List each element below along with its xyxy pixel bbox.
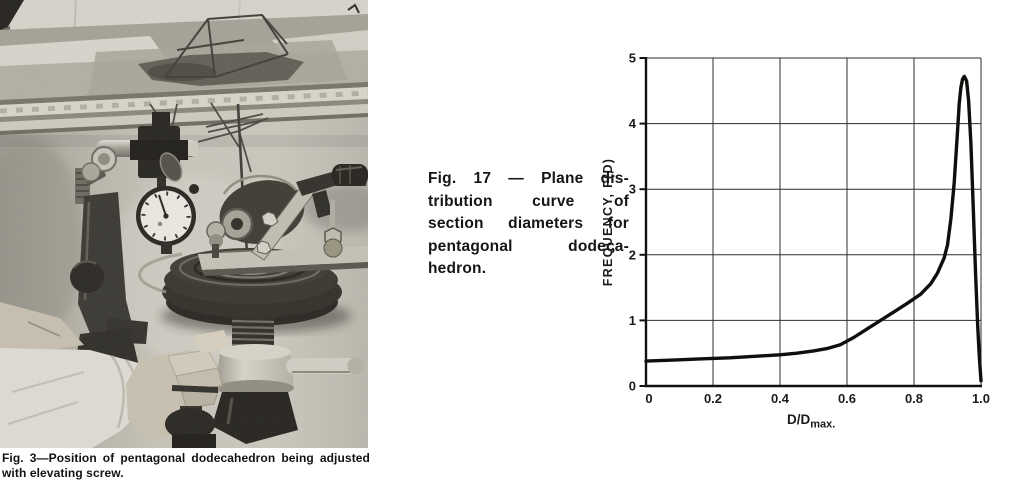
x-tick-label: 0.8 xyxy=(904,391,924,406)
y-tick-label: 0 xyxy=(628,378,636,394)
frequency-curve xyxy=(646,76,981,380)
x-tick-label: 0.4 xyxy=(770,391,790,406)
caption-line: Fig. 3—Position of pentagonal dodecahedron being adjusted xyxy=(2,451,370,465)
caption-line: tribution curve of xyxy=(428,192,629,210)
caption-line: hedron. xyxy=(428,260,487,277)
y-tick-label: 4 xyxy=(628,116,636,132)
chart-grid xyxy=(646,58,981,386)
x-axis-title-subscript: max. xyxy=(810,418,836,431)
caption-line: with elevating screw. xyxy=(2,466,124,480)
x-axis-title-main: D/D xyxy=(787,412,811,427)
figure3-photo xyxy=(0,0,368,448)
x-tick-label: 0.6 xyxy=(837,391,857,406)
y-tick-label: 1 xyxy=(628,312,636,328)
figure3-caption xyxy=(2,451,370,481)
y-tick-label: 3 xyxy=(628,181,636,197)
caption-line: section diameters for xyxy=(428,215,629,232)
caption-line: pentagonal dodeca- xyxy=(428,237,629,255)
y-tick-label: 5 xyxy=(628,50,636,66)
chart-axes xyxy=(640,57,983,387)
y-tick-label: 2 xyxy=(628,247,636,263)
figure17-caption xyxy=(428,168,629,281)
caption-line: Fig. 17 — Plane dis- xyxy=(428,170,629,187)
x-tick-label: 1.0 xyxy=(971,391,991,406)
x-tick-label: 0 xyxy=(645,391,653,406)
figure17-chart-svg xyxy=(600,30,1020,475)
x-tick-label: 0.2 xyxy=(703,391,723,406)
photo-grain-overlay xyxy=(0,0,368,448)
y-axis-title: FREQUENCY, F(D) xyxy=(601,157,615,287)
figure3-photo-illustration xyxy=(0,0,368,448)
x-axis-title xyxy=(787,412,835,431)
figure17-chart xyxy=(600,30,1020,475)
